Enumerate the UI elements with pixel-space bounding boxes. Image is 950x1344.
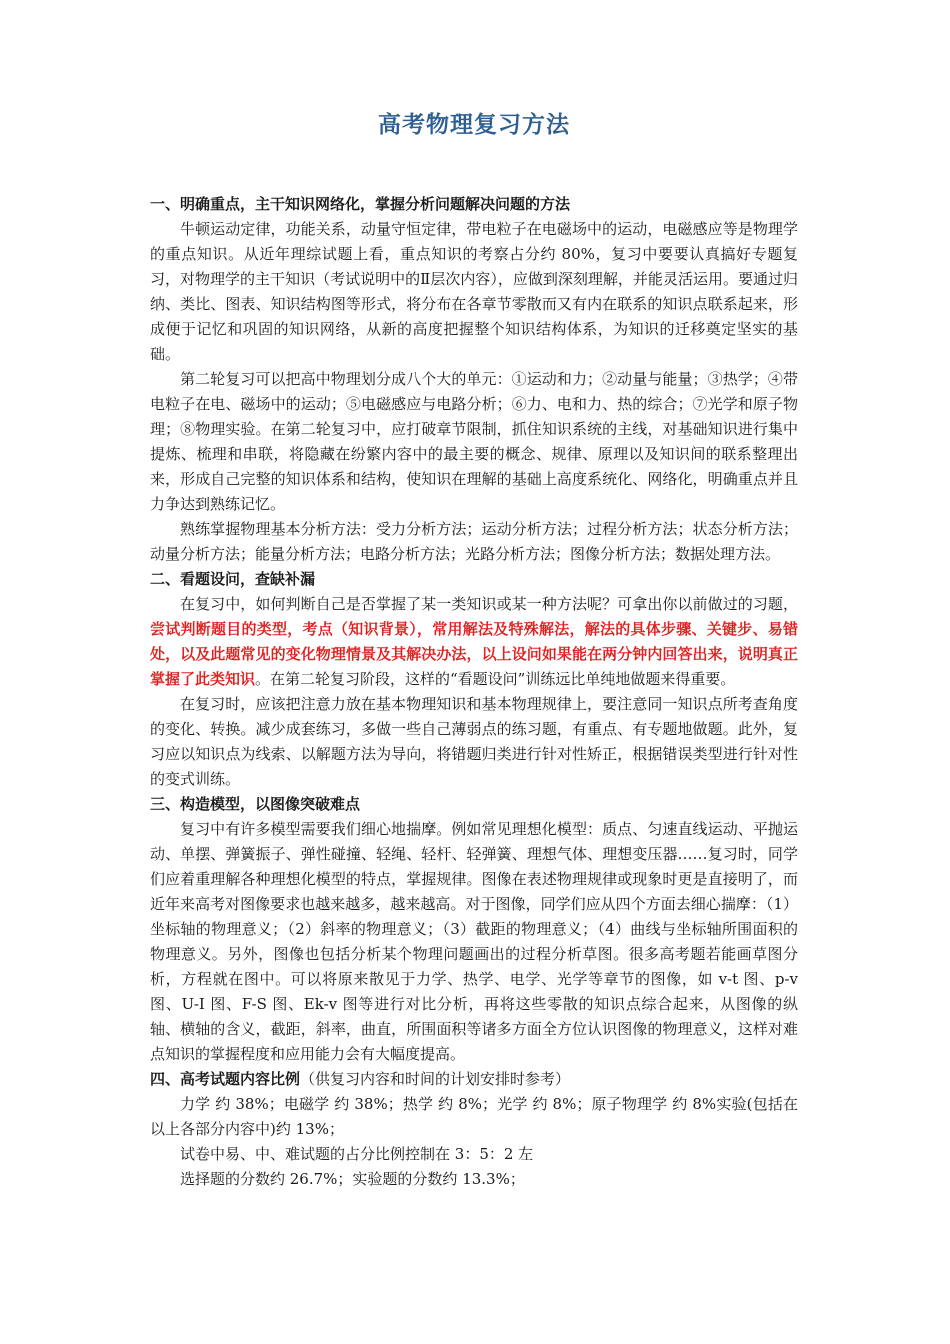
section-2: [150, 567, 798, 792]
section-heading: 二、看题设问，查缺补漏: [150, 570, 316, 588]
paragraph: 牛顿运动定律，功能关系，动量守恒定律，带电粒子在电磁场中的运动，电磁感应等是物理学的重点知识。从近年理综试题上看，重点知识的考察占分约 80%，复习中要要认真搞好专题复习，对物理学的主干知识（考试说明中的Ⅱ层次内容），应做到深刻理解，并能灵活运用。要通过归纳、类比、图表、知识结构图等形式，将分布在各章节零散而又有内在联系的知识点联系起来，形成便于记忆和巩固的知识网络，从新的高度把握整个知识结构体系，为知识的迁移奠定坚实的基础。: [150, 220, 798, 363]
section-1: [150, 192, 798, 567]
page-title: 高考物理复习方法: [378, 112, 570, 138]
paragraph: 选择题的分数约 26.7%；实验题的分数约 13.3%；: [180, 1170, 525, 1188]
section-heading: 一、明确重点，主干知识网络化，掌握分析问题解决问题的方法: [150, 195, 571, 213]
paragraph: 第二轮复习可以把高中物理划分成八个大的单元：①运动和力；②动量与能量；③热学；④带电粒子在电、磁场中的运动；⑤电磁感应与电路分析；⑥力、电和力、热的综合；⑦光学和原子物理；⑧物理实验。在第二轮复习中，应打破章节限制，抓住知识系统的主线，对基础知识进行集中提炼、梳理和串联，将隐藏在纷繁内容中的最主要的概念、规律、原理以及知识间的联系整理出来，形成自己完整的知识体系和结构，使知识在理解的基础上高度系统化、网络化，明确重点并且力争达到熟练记忆。: [150, 370, 798, 513]
section-heading-note: （供复习内容和时间的计划安排时参考）: [300, 1070, 571, 1088]
section-3: [150, 792, 798, 1067]
paragraph: 试卷中易、中、难试题的占分比例控制在 3：5：2 左: [180, 1145, 534, 1163]
section-heading-bold: 四、高考试题内容比例: [150, 1070, 301, 1088]
paragraph-text: 。在第二轮复习阶段，这样的“看题设问”训练远比单纯地做题来得重要。: [255, 670, 736, 688]
paragraph: 复习中有许多模型需要我们细心地揣摩。例如常见理想化模型：质点、匀速直线运动、平抛运动、单摆、弹簧振子、弹性碰撞、轻绳、轻杆、轻弹簧、理想气体、理想变压器……复习时，同学们应着重理解各种理想化模型的特点，掌握规律。图像在表述物理规律或现象时更是直接明了，而近年来高考对图像要求也越来越多，越来越高。对于图像，同学们应从四个方面去细心揣摩：（1）坐标轴的物理意义；（2）斜率的物理意义；（3）截距的物理意义；（4）曲线与坐标轴所围面积的物理意义。另外，图像也包括分析某个物理问题画出的过程分析草图。很多高考题若能画草图分析，方程就在图中。可以将原来散见于力学、热学、电学、光学等章节的图像，如 v-t 图、p-v 图、U-I 图、F-S 图、Ek-v 图等进行对比分析，再将这些零散的知识点综合起来，从图像的纵轴、横轴的含义，截距，斜率，曲直，所围面积等诸多方面全方位认识图像的物理意义，这样对难点知识的掌握程度和应用能力会有大幅度提高。: [150, 820, 798, 1063]
paragraph: [150, 592, 798, 692]
section-heading: [150, 1067, 798, 1092]
paragraph: 在复习时，应该把注意力放在基本物理知识和基本物理规律上，要注意同一知识点所考查角度的变化、转换。减少成套练习，多做一些自己薄弱点的练习题，有重点、有专题地做题。此外，复习应以知识点为线索、以解题方法为导向，将错题归类进行针对性矫正，根据错误类型进行针对性的变式训练。: [150, 695, 798, 788]
paragraph: 熟练掌握物理基本分析方法：受力分析方法；运动分析方法；过程分析方法；状态分析方法；动量分析方法；能量分析方法；电路分析方法；光路分析方法；图像分析方法；数据处理方法。: [150, 520, 798, 563]
paragraph: 力学 约 38%；电磁学 约 38%；热学 约 8%；光学 约 8%；原子物理学 约 8%实验(包括在以上各部分内容中)约 13%；: [150, 1095, 798, 1138]
section-heading: 三、构造模型，以图像突破难点: [150, 795, 361, 813]
section-4: [150, 1067, 798, 1192]
highlighted-text: 尝试判断题目的类型，考点（知识背景），常用解法及特殊解法，解法的具体步骤、关键步、易错处，以及此题常见的变化物理情景及其解决办法，以上设问如果能在两分钟内回答出来，说明真正掌握了此类知识: [150, 620, 798, 688]
paragraph-text: 在复习中，如何判断自己是否掌握了某一类知识或某一种方法呢？可拿出你以前做过的习题，: [180, 595, 798, 613]
document-page: [150, 108, 798, 1192]
